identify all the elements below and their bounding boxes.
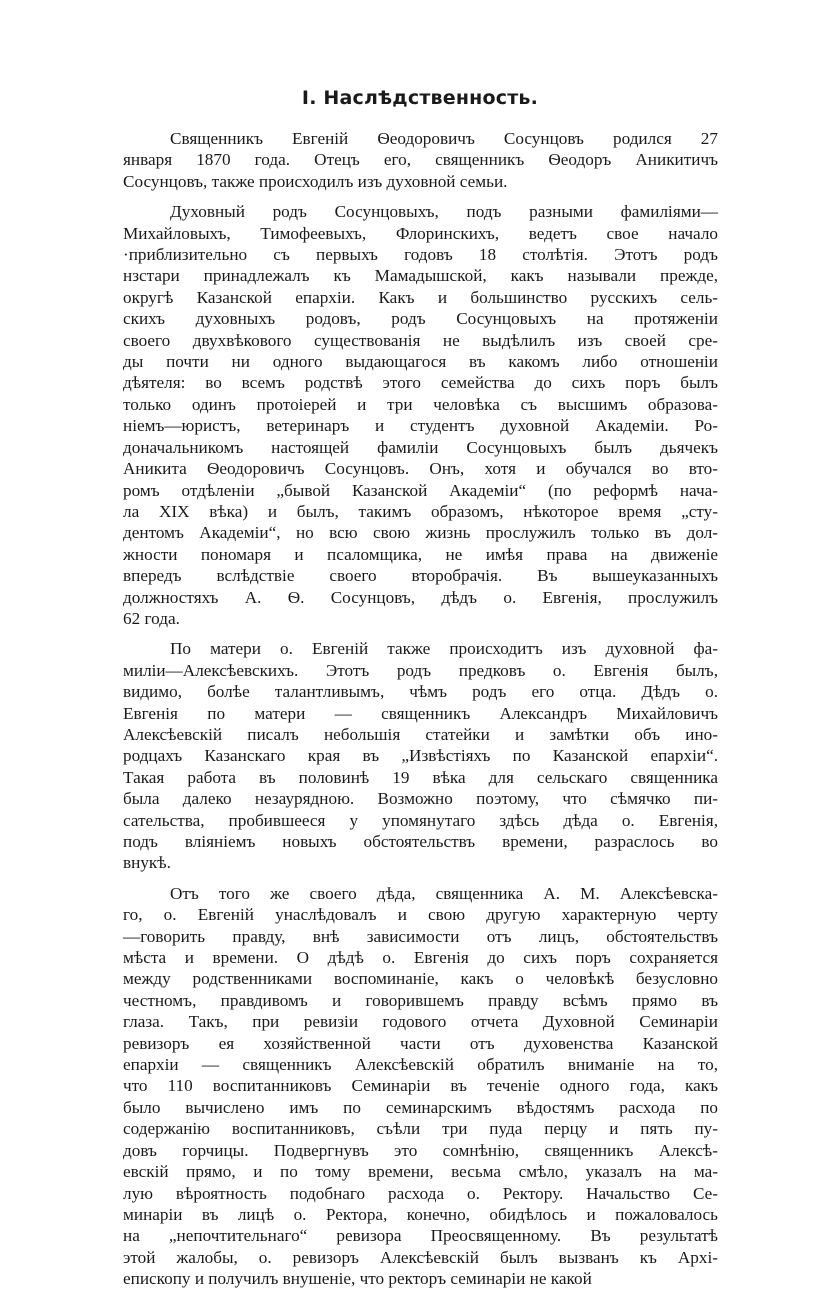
- text-line: ревизоръ ея хозяйственной части отъ духовенства Казанской: [123, 1033, 718, 1053]
- text-line: содержанію воспитанниковъ, съѣли три пуда перцу и пять пу-: [123, 1119, 718, 1139]
- chapter-body: [123, 128, 718, 1299]
- text-line: было вычислено имъ по семинарскимъ вѣдостямъ расхода по: [123, 1097, 718, 1117]
- text-line: впередъ вслѣдствіе своего второбрачія. Въ вышеуказанныхъ: [123, 566, 718, 586]
- text-line: евскій прямо, и по тому времени, весьма смѣло, указалъ на ма-: [123, 1162, 718, 1182]
- text-line: скихъ духовныхъ родовъ, родъ Сосунцовыхъ на протяженіи: [123, 309, 718, 329]
- text-line: довъ горчицы. Подвергнувъ это сомнѣнію, священникъ Алексѣ-: [123, 1140, 718, 1160]
- text-line: доначальникомъ настоящей фамиліи Сосунцовыхъ былъ дьячекъ: [123, 437, 718, 457]
- text-line: ды почти ни одного выдающагося въ какомъ либо отношеніи: [123, 352, 718, 372]
- text-line: мѣста и времени. О дѣдѣ о. Евгенія до сихъ поръ сохраняется: [123, 948, 718, 968]
- text-line: должностяхъ А. Ѳ. Сосунцовъ, дѣдъ о. Евгенія, прослужилъ: [123, 587, 718, 607]
- text-line: дѣятеля: во всемъ родствѣ этого семейства до сихъ поръ былъ: [123, 373, 718, 393]
- text-line: на „непочтительнаго“ ревизора Преосвященному. Въ результатѣ: [123, 1226, 718, 1246]
- text-line: 62 года.: [123, 608, 180, 628]
- text-line: Аникита Ѳеодоровичъ Сосунцовъ. Онъ, хотя и обучался во вто-: [123, 459, 718, 479]
- text-line: глаза. Такъ, при ревизіи годового отчета Духовной Семинаріи: [123, 1012, 718, 1032]
- paragraph: [123, 201, 718, 629]
- text-line: своего двухвѣкового существованія не выдѣлилъ изъ своей сре-: [123, 330, 718, 350]
- text-line: только одинъ протоіерей и три человѣка съ высшимъ образова-: [123, 394, 718, 414]
- text-line: Евгенія по матери — священникъ Александръ Михайловичъ: [123, 703, 718, 723]
- text-line: го, о. Евгеній унаслѣдовалъ и свою другую характерную черту: [123, 905, 718, 925]
- text-line: жности пономаря и псаломщика, не имѣя права на движеніе: [123, 544, 718, 564]
- text-line: миліи—Алексѣевскихъ. Этотъ родъ предковъ о. Евгенія былъ,: [123, 660, 718, 680]
- text-line: января 1870 года. Отецъ его, священникъ Ѳеодоръ Аникитичъ: [123, 150, 718, 170]
- chapter-title: I. Наслѣдственность.: [301, 87, 539, 109]
- paragraph: [123, 883, 718, 1290]
- text-line: —говорить правду, внѣ зависимости отъ лицъ, обстоятельствъ: [123, 926, 718, 946]
- text-line: епископу и получилъ внушеніе, что ректоръ семинаріи не какой: [123, 1269, 592, 1289]
- paragraph: [123, 128, 718, 192]
- text-line: епархіи — священникъ Алексѣевскій обратилъ вниманіе на то,: [123, 1055, 718, 1075]
- text-line: этой жалобы, о. ревизоръ Алексѣевскій былъ вызванъ къ Архі-: [123, 1247, 718, 1267]
- text-line: Отъ того же своего дѣда, священника А. М. Алексѣевска-: [170, 883, 718, 903]
- text-line: Алексѣевскій писалъ небольшія статейки и замѣтки объ ино-: [123, 724, 718, 744]
- text-line: Священникъ Евгеній Ѳеодоровичъ Сосунцовъ родился 27: [170, 129, 718, 148]
- text-line: Такая работа въ половинѣ 19 вѣка для сельскаго священника: [123, 767, 718, 787]
- text-line: По матери о. Евгеній также происходитъ изъ духовной фа-: [170, 639, 718, 659]
- text-line: видимо, болѣе талантливымъ, чѣмъ родъ его отца. Дѣдъ о.: [123, 682, 718, 702]
- paragraph: [123, 638, 718, 873]
- text-line: округѣ Казанской епархіи. Какъ и большинство русскихъ сель-: [123, 287, 718, 307]
- text-line: сательства, пробившееся у упомянутаго здѣсь дѣда о. Евгенія,: [123, 810, 718, 830]
- text-line: Михайловыхъ, Тимофеевыхъ, Флоринскихъ, ведетъ свое начало: [123, 223, 718, 243]
- text-line: лую вѣроятность подобнаго расхода о. Ректору. Начальство Се-: [123, 1183, 718, 1203]
- text-line: между родственниками воспоминаніе, какъ о человѣкѣ безусловно: [123, 969, 718, 989]
- text-line: Духовный родъ Сосунцовыхъ, подъ разными фамиліями—: [170, 202, 718, 222]
- text-line: честномъ, правдивомъ и говорившемъ правду всѣмъ прямо въ: [123, 990, 718, 1010]
- text-line: ла XIX вѣка) и былъ, такимъ образомъ, нѣкоторое время „сту-: [123, 501, 718, 521]
- text-line: подъ вліяніемъ новыхъ обстоятельствъ времени, разраслось во: [123, 832, 718, 851]
- text-line: родцахъ Казанскаго края въ „Извѣстіяхъ по Казанской епархіи“.: [123, 746, 718, 766]
- text-line: минаріи въ лицѣ о. Ректора, конечно, обидѣлось и пожаловалось: [123, 1204, 718, 1224]
- text-line: ·приблизительно съ первыхъ годовъ 18 столѣтія. Этотъ родъ: [123, 245, 718, 265]
- text-line: ромъ отдѣленіи „бывой Казанской Академіи“ (по реформѣ нача-: [123, 480, 718, 500]
- text-line: дентомъ Академіи“, но всю свою жизнь прослужилъ только въ дол-: [123, 523, 718, 543]
- text-line: Сосунцовъ, также происходилъ изъ духовной семьи.: [123, 171, 508, 191]
- text-line: ніемъ—юристъ, ветеринаръ и студентъ духовной Академіи. Ро-: [123, 416, 718, 436]
- text-line: внукѣ.: [123, 853, 171, 873]
- text-line: что 110 воспитанниковъ Семинаріи въ теченіе одного года, какъ: [123, 1076, 718, 1096]
- text-line: нзстари принадлежалъ къ Мамадышской, какъ называли прежде,: [123, 266, 718, 286]
- text-line: была далеко незаурядною. Возможно поэтому, что сѣмячко пи-: [123, 789, 718, 809]
